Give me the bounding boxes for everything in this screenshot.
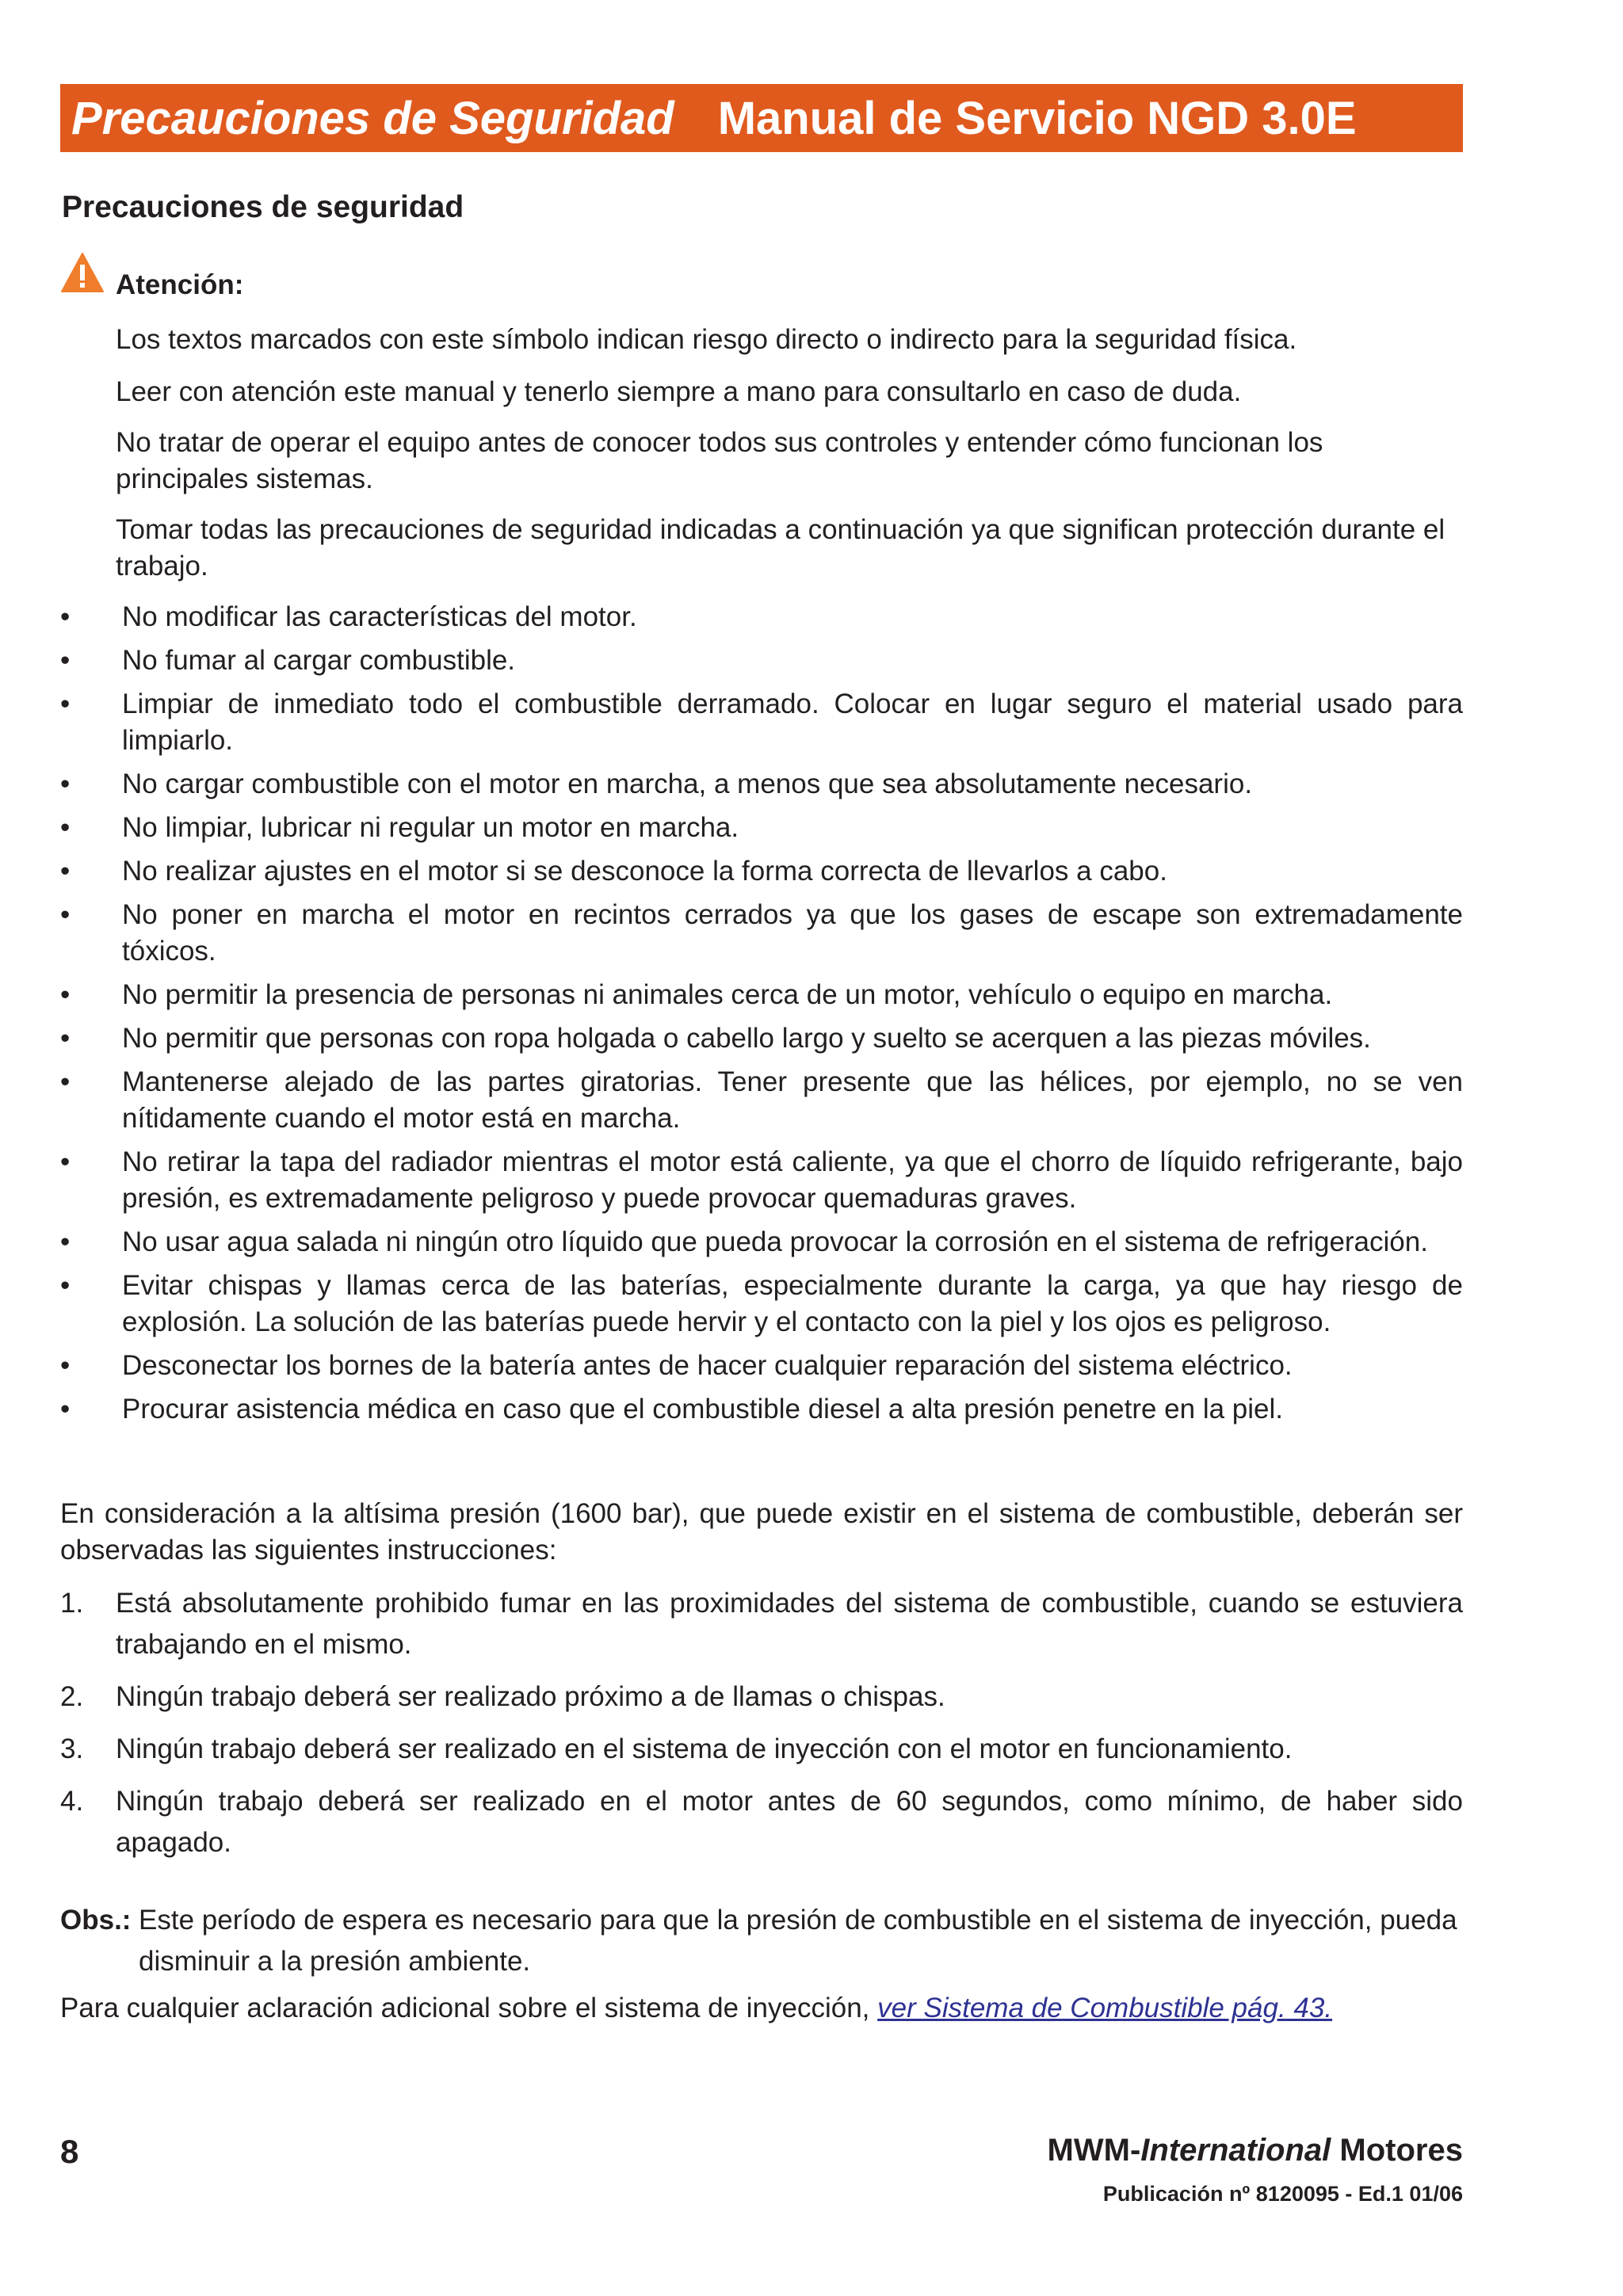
numbered-item xyxy=(60,1676,1463,1718)
list-item-text: No permitir que personas con ropa holgada o cabello largo y suelto se acerquen a las piezas móviles. xyxy=(122,1023,1371,1054)
list-item xyxy=(60,1144,1463,1217)
warning-paragraph: No tratar de operar el equipo antes de conocer todos sus controles y entender cómo funcionan los principales sistemas. xyxy=(116,427,1323,494)
publication-number: Publicación nº 8120095 - Ed.1 01/06 xyxy=(1102,2182,1463,2206)
warning-paragraph: Tomar todas las precauciones de seguridad indicadas a continuación ya que significan protección durante el trabajo. xyxy=(116,514,1445,582)
brand-suffix: Motores xyxy=(1339,2133,1463,2168)
list-item xyxy=(60,686,1463,759)
list-item-text: No permitir la presencia de personas ni animales cerca de un motor, vehículo o equipo en marcha. xyxy=(122,979,1333,1010)
bullet-glyph: • xyxy=(60,769,71,799)
item-number: 1. xyxy=(60,1588,84,1619)
list-item xyxy=(60,766,1463,803)
warning-paragraph: Leer con atención este manual y tenerlo siempre a mano para consultarlo en caso de duda. xyxy=(116,376,1242,407)
page-number: 8 xyxy=(60,2133,79,2170)
list-item-text: No modificar las características del motor. xyxy=(122,601,637,632)
brand-prefix: MWM- xyxy=(1047,2133,1141,2168)
bullet-glyph: • xyxy=(60,856,71,887)
list-item xyxy=(60,643,1463,679)
list-item-text: Desconectar los bornes de la batería antes de hacer cualquier reparación del sistema eléctrico. xyxy=(122,1350,1293,1381)
list-item xyxy=(60,1020,1463,1057)
obs-label: Obs.: xyxy=(60,1905,132,1936)
header-manual-title: Manual de Servicio NGD 3.0E xyxy=(717,92,1357,144)
header-section-title: Precauciones de Seguridad xyxy=(71,92,674,144)
bullet-glyph: • xyxy=(60,979,71,1010)
list-item xyxy=(60,1224,1463,1261)
pressure-intro-paragraph: En consideración a la altísima presión (1600 bar), que puede existir en el sistema de combustible, deberán ser observadas las siguientes instrucciones: xyxy=(60,1498,1463,1566)
list-item xyxy=(60,1064,1463,1137)
attention-label: Atención: xyxy=(116,269,244,300)
bullet-glyph: • xyxy=(60,1350,71,1381)
list-item-text: No usar agua salada ni ningún otro líquido que pueda provocar la corrosión en el sistema de refrigeración. xyxy=(122,1226,1428,1257)
item-number: 4. xyxy=(60,1786,84,1817)
list-item-text: Evitar chispas y llamas cerca de las baterías, especialmente durante la carga, ya que hay riesgo de explosión. La solución de las baterías puede hervir y el contacto con la piel y los ojos es peligroso. xyxy=(122,1270,1463,1337)
list-item xyxy=(60,1268,1463,1341)
item-number: 2. xyxy=(60,1681,84,1712)
list-item-text: Limpiar de inmediato todo el combustible derramado. Colocar en lugar seguro el material usado para limpiarlo. xyxy=(122,688,1463,756)
list-item-text: No realizar ajustes en el motor si se desconoce la forma correcta de llevarlos a cabo. xyxy=(122,856,1167,887)
numbered-item-text: Ningún trabajo deberá ser realizado en el motor antes de 60 segundos, como mínimo, de haber sido apagado. xyxy=(116,1786,1463,1858)
warning-paragraph: Los textos marcados con este símbolo indican riesgo directo o indirecto para la seguridad física. xyxy=(116,324,1297,355)
bullet-glyph: • xyxy=(60,1146,71,1177)
instructions-numbered-list xyxy=(60,1583,1463,1875)
bullet-glyph: • xyxy=(60,645,71,676)
list-item-text: No fumar al cargar combustible. xyxy=(122,645,516,676)
list-item xyxy=(60,810,1463,846)
list-item xyxy=(60,897,1463,970)
bullet-glyph: • xyxy=(60,1226,71,1257)
observation-note xyxy=(60,1900,1463,1982)
closing-text: Para cualquier aclaración adicional sobre el sistema de inyección, xyxy=(60,1993,870,2023)
numbered-item xyxy=(60,1583,1463,1665)
list-item-text: Mantenerse alejado de las partes giratorias. Tener presente que las hélices, por ejemplo, no se ven nítidamente cuando el motor está en marcha. xyxy=(122,1066,1463,1134)
bullet-glyph: • xyxy=(60,1023,71,1054)
numbered-item xyxy=(60,1781,1463,1863)
warning-triangle-icon xyxy=(60,252,105,293)
safety-bullet-list xyxy=(60,599,1463,1435)
numbered-item-text: Está absolutamente prohibido fumar en las proximidades del sistema de combustible, cuando se estuviera trabajando en el mismo. xyxy=(116,1588,1463,1660)
list-item-text: No retirar la tapa del radiador mientras el motor está caliente, ya que el chorro de líquido refrigerante, bajo presión, es extremadamente peligroso y puede provocar quemaduras graves. xyxy=(122,1146,1463,1214)
item-number: 3. xyxy=(60,1733,84,1764)
brand-italic: International xyxy=(1140,2133,1331,2168)
list-item-text: Procurar asistencia médica en caso que el combustible diesel a alta presión penetre en la piel. xyxy=(122,1394,1284,1425)
numbered-item xyxy=(60,1729,1463,1770)
bullet-glyph: • xyxy=(60,688,71,719)
bullet-glyph: • xyxy=(60,1394,71,1425)
list-item xyxy=(60,853,1463,890)
section-heading: Precauciones de seguridad xyxy=(62,190,464,224)
brand-name xyxy=(1048,2133,1463,2168)
list-item-text: No limpiar, lubricar ni regular un motor en marcha. xyxy=(122,812,739,843)
bullet-glyph: • xyxy=(60,1066,71,1097)
list-item xyxy=(60,1391,1463,1428)
list-item xyxy=(60,977,1463,1013)
header-bar xyxy=(60,84,1463,152)
bullet-glyph: • xyxy=(60,601,71,632)
fuel-system-link[interactable]: ver Sistema de Combustible pág. 43. xyxy=(877,1993,1333,2023)
numbered-item-text: Ningún trabajo deberá ser realizado en el sistema de inyección con el motor en funcionamiento. xyxy=(116,1733,1293,1764)
closing-paragraph xyxy=(60,1990,1332,2027)
list-item xyxy=(60,1348,1463,1384)
obs-text: Este período de espera es necesario para que la presión de combustible en el sistema de inyección, pueda disminuir a la presión ambiente. xyxy=(139,1905,1457,1977)
list-item-text: No poner en marcha el motor en recintos cerrados ya que los gases de escape son extremadamente tóxicos. xyxy=(122,899,1463,967)
bullet-glyph: • xyxy=(60,812,71,843)
numbered-item-text: Ningún trabajo deberá ser realizado próximo a de llamas o chispas. xyxy=(116,1681,945,1712)
bullet-glyph: • xyxy=(60,1270,71,1301)
list-item-text: No cargar combustible con el motor en marcha, a menos que sea absolutamente necesario. xyxy=(122,769,1253,799)
list-item xyxy=(60,599,1463,635)
bullet-glyph: • xyxy=(60,899,71,930)
